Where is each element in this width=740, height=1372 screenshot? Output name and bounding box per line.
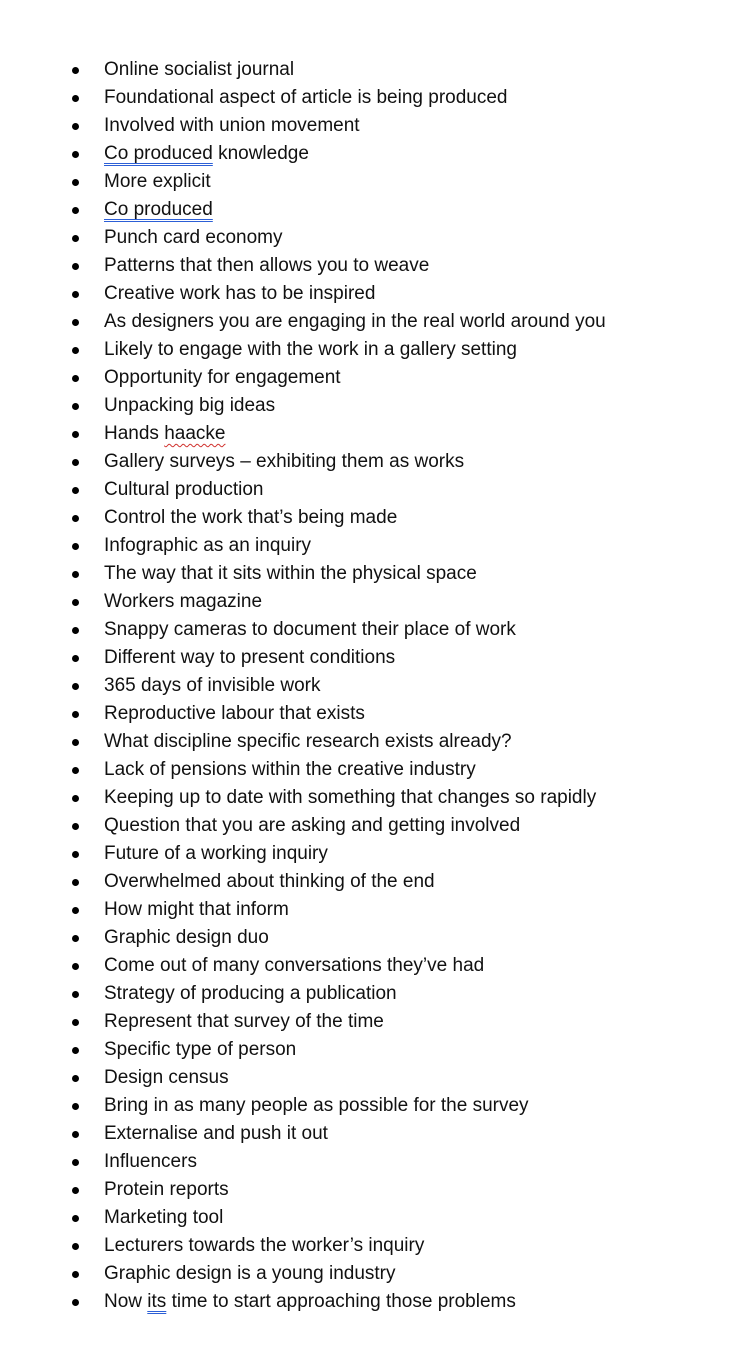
bullet-icon <box>72 1187 79 1194</box>
list-item <box>0 812 740 840</box>
item-text: Involved with union movement <box>104 115 360 136</box>
bullet-icon <box>72 487 79 494</box>
list-item <box>0 364 740 392</box>
bullet-icon <box>72 739 79 746</box>
item-text: Come out of many conversations they’ve had <box>104 955 485 976</box>
item-text: Marketing tool <box>104 1207 224 1228</box>
list-item <box>0 448 740 476</box>
list-item <box>0 784 740 812</box>
item-text: Externalise and push it out <box>104 1123 328 1144</box>
list-item <box>0 1008 740 1036</box>
bullet-icon <box>72 963 79 970</box>
bullet-icon <box>72 123 79 130</box>
list-item <box>0 728 740 756</box>
item-text: Keeping up to date with something that changes so rapidly <box>104 787 597 808</box>
bullet-icon <box>72 879 79 886</box>
item-text: Workers magazine <box>104 591 263 612</box>
item-text: Lecturers towards the worker’s inquiry <box>104 1235 425 1256</box>
grammar-flag-text: Co produced <box>104 199 213 220</box>
list-item <box>0 672 740 700</box>
list-item <box>0 476 740 504</box>
bullet-icon <box>72 1299 79 1306</box>
bullet-icon <box>72 1047 79 1054</box>
item-text: Specific type of person <box>104 1039 297 1060</box>
bullet-icon <box>72 67 79 74</box>
item-text: Online socialist journal <box>104 59 295 80</box>
list-item <box>0 1204 740 1232</box>
list-item <box>0 112 740 140</box>
bullet-icon <box>72 907 79 914</box>
spelling-flag-text: haacke <box>164 423 226 444</box>
list-item <box>0 420 740 448</box>
grammar-flag-text: its <box>147 1291 167 1312</box>
list-item <box>0 308 740 336</box>
bullet-icon <box>72 1271 79 1278</box>
bullet-icon <box>72 375 79 382</box>
bullet-icon <box>72 403 79 410</box>
list-item <box>0 560 740 588</box>
bullet-icon <box>72 431 79 438</box>
item-text: Hands <box>104 423 165 444</box>
bullet-icon <box>72 683 79 690</box>
item-text: Protein reports <box>104 1179 229 1200</box>
item-text: Gallery surveys – exhibiting them as works <box>104 451 465 472</box>
list-item <box>0 336 740 364</box>
item-text: Represent that survey of the time <box>104 1011 384 1032</box>
list-item <box>0 756 740 784</box>
document-page <box>0 56 740 1316</box>
list-item <box>0 840 740 868</box>
bullet-icon <box>72 1159 79 1166</box>
item-text: time to start approaching those problems <box>166 1291 516 1312</box>
list-item <box>0 196 740 224</box>
item-text: Unpacking big ideas <box>104 395 276 416</box>
list-item <box>0 868 740 896</box>
bullet-icon <box>72 235 79 242</box>
list-item <box>0 224 740 252</box>
bullet-icon <box>72 655 79 662</box>
list-item <box>0 896 740 924</box>
item-text: What discipline specific research exists already? <box>104 731 512 752</box>
bullet-icon <box>72 1075 79 1082</box>
list-item <box>0 1260 740 1288</box>
list-item <box>0 1232 740 1260</box>
list-item <box>0 392 740 420</box>
list-item <box>0 84 740 112</box>
bullet-list <box>0 56 740 1316</box>
list-item <box>0 1176 740 1204</box>
item-text: Now <box>104 1291 148 1312</box>
bullet-icon <box>72 599 79 606</box>
item-text: Opportunity for engagement <box>104 367 341 388</box>
bullet-icon <box>72 627 79 634</box>
bullet-icon <box>72 1243 79 1250</box>
list-item <box>0 532 740 560</box>
list-item <box>0 252 740 280</box>
item-text: Infographic as an inquiry <box>104 535 312 556</box>
bullet-icon <box>72 851 79 858</box>
list-item <box>0 280 740 308</box>
list-item <box>0 504 740 532</box>
item-text: Strategy of producing a publication <box>104 983 397 1004</box>
item-text: Foundational aspect of article is being produced <box>104 87 508 108</box>
list-item <box>0 700 740 728</box>
item-text: Design census <box>104 1067 229 1088</box>
item-text: Question that you are asking and getting involved <box>104 815 521 836</box>
item-text: Creative work has to be inspired <box>104 283 376 304</box>
item-text: How might that inform <box>104 899 289 920</box>
list-item <box>0 924 740 952</box>
bullet-icon <box>72 823 79 830</box>
item-text: Patterns that then allows you to weave <box>104 255 430 276</box>
bullet-icon <box>72 935 79 942</box>
item-text: Different way to present conditions <box>104 647 396 668</box>
item-text: Graphic design duo <box>104 927 269 948</box>
list-item <box>0 140 740 168</box>
item-text: 365 days of invisible work <box>104 675 321 696</box>
list-item <box>0 56 740 84</box>
list-item <box>0 1288 740 1316</box>
bullet-icon <box>72 1131 79 1138</box>
bullet-icon <box>72 291 79 298</box>
item-text: Overwhelmed about thinking of the end <box>104 871 435 892</box>
bullet-icon <box>72 795 79 802</box>
list-item <box>0 168 740 196</box>
list-item <box>0 644 740 672</box>
item-text: Reproductive labour that exists <box>104 703 365 724</box>
bullet-icon <box>72 571 79 578</box>
item-text: Likely to engage with the work in a gallery setting <box>104 339 517 360</box>
item-text: Control the work that’s being made <box>104 507 398 528</box>
item-text: Graphic design is a young industry <box>104 1263 396 1284</box>
item-text: Punch card economy <box>104 227 283 248</box>
bullet-icon <box>72 151 79 158</box>
list-item <box>0 952 740 980</box>
list-item <box>0 616 740 644</box>
bullet-icon <box>72 1215 79 1222</box>
item-text: Lack of pensions within the creative industry <box>104 759 476 780</box>
bullet-icon <box>72 459 79 466</box>
item-text: Influencers <box>104 1151 197 1172</box>
grammar-flag-text: Co produced <box>104 143 213 164</box>
item-text: Snappy cameras to document their place of work <box>104 619 516 640</box>
bullet-icon <box>72 1103 79 1110</box>
list-item <box>0 1064 740 1092</box>
item-text: As designers you are engaging in the real world around you <box>104 311 606 332</box>
list-item <box>0 1092 740 1120</box>
bullet-icon <box>72 711 79 718</box>
item-text: More explicit <box>104 171 211 192</box>
item-text: The way that it sits within the physical space <box>104 563 477 584</box>
list-item <box>0 980 740 1008</box>
bullet-icon <box>72 515 79 522</box>
list-item <box>0 1148 740 1176</box>
bullet-icon <box>72 179 79 186</box>
list-item <box>0 588 740 616</box>
item-text: Cultural production <box>104 479 264 500</box>
item-text: knowledge <box>212 143 309 164</box>
bullet-icon <box>72 347 79 354</box>
list-item <box>0 1036 740 1064</box>
item-text: Future of a working inquiry <box>104 843 328 864</box>
bullet-icon <box>72 207 79 214</box>
bullet-icon <box>72 767 79 774</box>
bullet-icon <box>72 263 79 270</box>
bullet-icon <box>72 95 79 102</box>
item-text: Bring in as many people as possible for the survey <box>104 1095 529 1116</box>
bullet-icon <box>72 543 79 550</box>
bullet-icon <box>72 319 79 326</box>
bullet-icon <box>72 1019 79 1026</box>
bullet-icon <box>72 991 79 998</box>
list-item <box>0 1120 740 1148</box>
